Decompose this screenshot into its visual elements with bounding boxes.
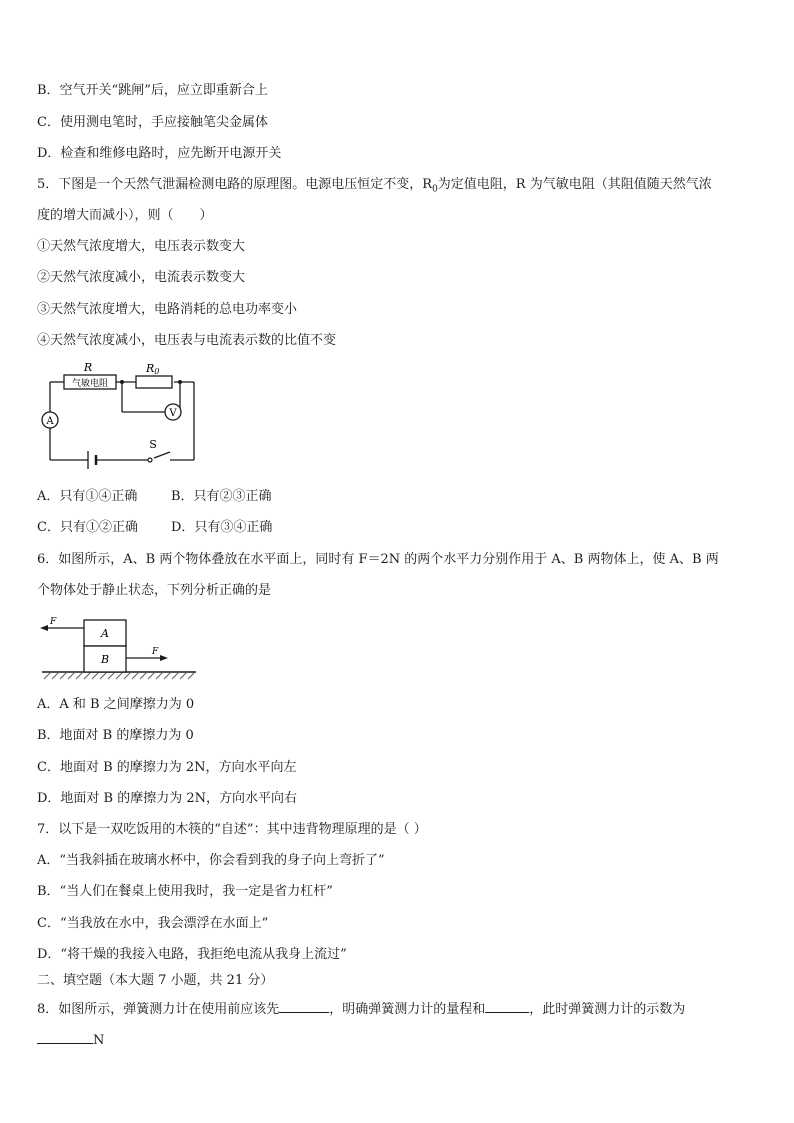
q5-statement-3: ③天然气浓度增大，电路消耗的总电功率变小 bbox=[37, 302, 298, 317]
q7-option-a: A．“当我斜插在玻璃水杯中，你会看到我的身子向上弯折了” bbox=[37, 853, 385, 868]
q5-stem-line-2: 度的增大而减小），则（ ） bbox=[37, 208, 213, 223]
fixed-resistor bbox=[136, 376, 172, 388]
q5-options-row-2 bbox=[37, 520, 273, 536]
q6-option-c: C．地面对 B 的摩擦力为 2N，方向水平向左 bbox=[37, 760, 297, 775]
q6-stem-line-2: 个物体处于静止状态，下列分析正确的是 bbox=[37, 583, 272, 598]
q8-text-1: 8．如图所示，弹簧测力计在使用前应该先 bbox=[37, 1002, 280, 1017]
answer-blank-2[interactable] bbox=[485, 1000, 529, 1013]
q7-option-d: D．“将干燥的我接入电路，我拒绝电流从我身上流过” bbox=[37, 947, 347, 962]
r0-label: R0 bbox=[146, 362, 160, 376]
circuit-diagram bbox=[36, 360, 206, 470]
q4-option-c: C．使用测电笔时，手应接触笔尖金属体 bbox=[37, 115, 268, 130]
switch-label: S bbox=[149, 438, 157, 451]
q4-option-b: B．空气开关“跳闸”后，应立即重新合上 bbox=[37, 83, 268, 98]
q5-stem-text-b: 为定值电阻，R 为气敏电阻（其阻值随天然气浓 bbox=[437, 177, 712, 192]
block-b-label: B bbox=[100, 653, 110, 666]
force-left-label: F bbox=[50, 617, 57, 627]
q5-statement-4: ④天然气浓度减小，电压表与电流表示数的比值不变 bbox=[37, 333, 337, 348]
q8-unit: N bbox=[93, 1033, 105, 1048]
q5-statement-2: ②天然气浓度减小，电流表示数变大 bbox=[37, 270, 246, 285]
q7-option-c: C．“当我放在水中，我会漂浮在水面上” bbox=[37, 916, 269, 931]
section-heading: 二、填空题（本大题 7 小题，共 21 分） bbox=[37, 973, 274, 988]
q8-text-2: ，明确弹簧测力计的量程和 bbox=[329, 1002, 486, 1017]
q5-option-d: D．只有③④正确 bbox=[171, 520, 273, 535]
q4-option-d: D．检查和维修电路时，应先断开电源开关 bbox=[37, 146, 282, 161]
answer-blank-1[interactable] bbox=[279, 1000, 329, 1013]
q5-statement-1: ①天然气浓度增大，电压表示数变大 bbox=[37, 239, 246, 254]
q5-stem-text-a: 5．下图是一个天然气泄漏检测电路的原理图。电源电压恒定不变，R bbox=[37, 177, 433, 192]
q5-option-b: B．只有②③正确 bbox=[171, 489, 272, 504]
q8-text-3: ，此时弹簧测力计的示数为 bbox=[529, 1002, 686, 1017]
q5-options-row-1 bbox=[37, 489, 272, 505]
q7-stem: 7．以下是一双吃饭用的木筷的“自述”：其中违背物理原理的是（ ） bbox=[37, 822, 427, 837]
force-right-label: F bbox=[152, 647, 159, 657]
answer-blank-3[interactable] bbox=[37, 1031, 93, 1044]
junction-dot bbox=[178, 380, 182, 384]
q5-option-a: A．只有①④正确 bbox=[37, 489, 138, 504]
voltmeter-label: V bbox=[169, 408, 177, 419]
resistor-r-label: R bbox=[83, 361, 93, 374]
junction-dot bbox=[120, 380, 124, 384]
q7-option-b: B．“当人们在餐桌上使用我时，我一定是省力杠杆” bbox=[37, 884, 333, 899]
block-a-label: A bbox=[101, 627, 109, 640]
q6-option-b: B．地面对 B 的摩擦力为 0 bbox=[37, 728, 194, 743]
q5-stem-line-1 bbox=[37, 177, 712, 198]
q6-option-d: D．地面对 B 的摩擦力为 2N，方向水平向右 bbox=[37, 791, 298, 806]
ammeter-label: A bbox=[46, 416, 54, 427]
q8-stem-line-2 bbox=[37, 1031, 104, 1049]
gas-sensor-label: 气敏电阻 bbox=[71, 379, 109, 389]
q5-stem-subscript: 0 bbox=[432, 184, 438, 195]
q6-stem-line-1: 6．如图所示，A、B 两个物体叠放在水平面上，同时有 F＝2N 的两个水平力分别作用于 A、B 两物体上，使 A、B 两 bbox=[37, 552, 719, 567]
blocks-diagram bbox=[36, 612, 206, 682]
switch-contact bbox=[148, 458, 152, 462]
q6-option-a: A．A 和 B 之间摩擦力为 0 bbox=[37, 697, 195, 712]
q8-stem bbox=[37, 1000, 685, 1018]
q5-option-c: C．只有①②正确 bbox=[37, 520, 138, 535]
